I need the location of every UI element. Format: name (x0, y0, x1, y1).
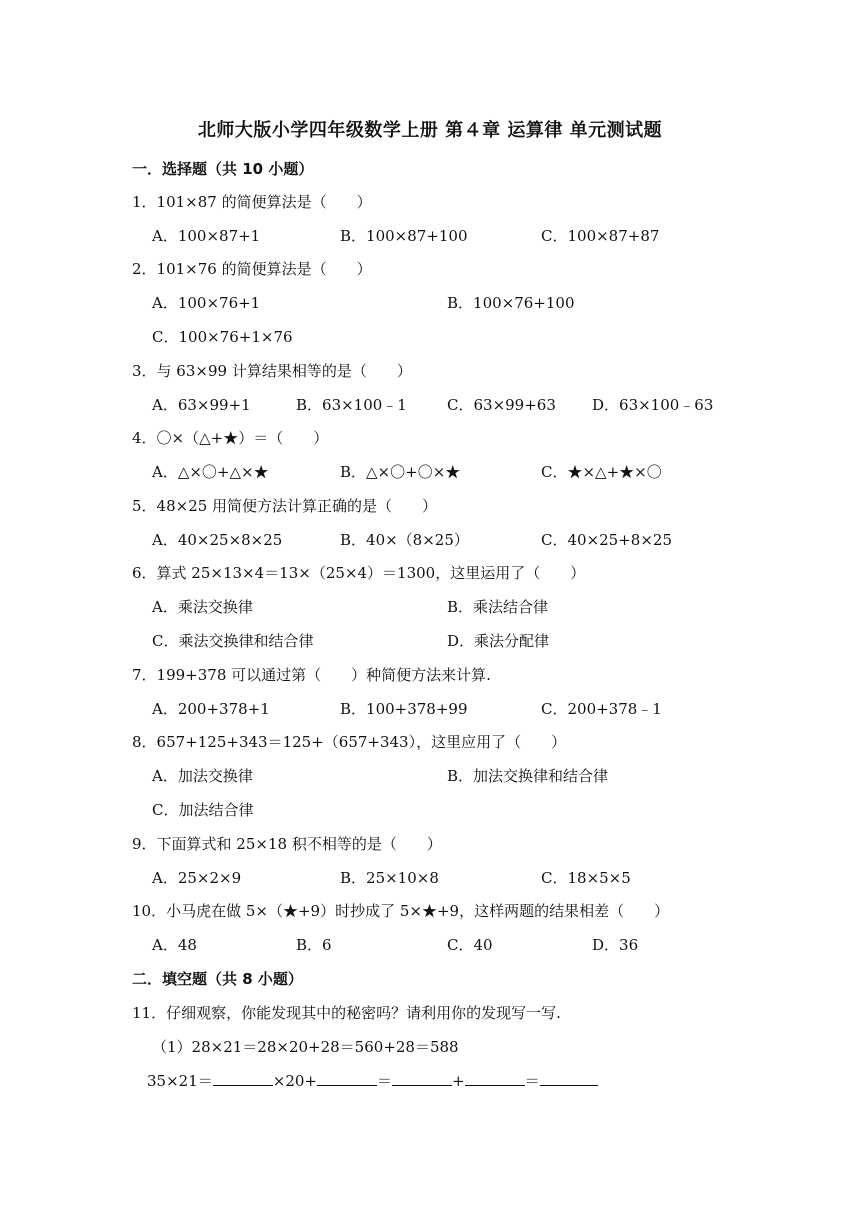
q6-option-a: A．乘法交换律 (152, 598, 253, 616)
q10-option-b: B．6 (296, 936, 332, 954)
q10-option-c: C．40 (447, 936, 493, 954)
page-title: 北师大版小学四年级数学上册 第４章 运算律 单元测试题 (197, 120, 663, 141)
q2-option-a: A．100×76+1 (152, 294, 261, 312)
question-3: 3．与 63×99 计算结果相等的是（ ） (132, 362, 412, 380)
q6-option-d: D．乘法分配律 (447, 632, 550, 650)
q9-option-b: B．25×10×8 (340, 869, 439, 887)
q5-option-a: A．40×25×8×25 (152, 531, 283, 549)
question-5: 5．48×25 用简便方法计算正确的是（ ） (132, 497, 438, 515)
question-8: 8．657+125+343＝125+（657+343），这里应用了（ ） (132, 733, 567, 751)
q3-option-c: C．63×99+63 (447, 396, 556, 414)
question-10: 10．小马虎在做 5×（★+9）时抄成了 5×★+9，这样两题的结果相差（ ） (132, 902, 670, 920)
q7-option-a: A．200+378+1 (152, 700, 270, 718)
q5-option-b: B．40×（8×25） (340, 531, 469, 549)
q8-option-b: B．加法交换律和结合律 (447, 767, 609, 785)
q11-exercise-part-5: ＝ (524, 1072, 540, 1090)
q6-option-c: C．乘法交换律和结合律 (152, 632, 314, 650)
section-heading-fill: 二．填空题（共 8 小题） (132, 970, 303, 988)
answer-blank-2[interactable] (317, 1070, 377, 1086)
q3-option-a: A．63×99+1 (152, 396, 251, 414)
q10-option-a: A．48 (152, 936, 197, 954)
question-2: 2．101×76 的简便算法是（ ） (132, 260, 372, 278)
q2-option-c: C．100×76+1×76 (152, 328, 293, 346)
q4-option-c: C．★×△+★×〇 (541, 463, 662, 481)
q2-option-b: B．100×76+100 (447, 294, 575, 312)
q4-option-b: B．△×〇+〇×★ (340, 463, 461, 481)
answer-blank-4[interactable] (465, 1070, 525, 1086)
question-4: 4．〇×（△+★）＝（ ） (132, 429, 329, 447)
question-9: 9．下面算式和 25×18 积不相等的是（ ） (132, 835, 442, 853)
q11-exercise (147, 1070, 598, 1091)
answer-blank-3[interactable] (392, 1070, 452, 1086)
q8-option-a: A．加法交换律 (152, 767, 253, 785)
q11-exercise-part-2: ×20+ (272, 1072, 317, 1090)
answer-blank-5[interactable] (540, 1070, 598, 1086)
q11-exercise-lhs: 35×21＝ (147, 1072, 213, 1090)
question-1: 1．101×87 的简便算法是（ ） (132, 193, 372, 211)
q6-option-b: B．乘法结合律 (447, 598, 549, 616)
q1-option-b: B．100×87+100 (340, 227, 468, 245)
q1-option-c: C．100×87+87 (541, 227, 660, 245)
section-heading-choice: 一．选择题（共 10 小题） (132, 160, 314, 178)
q1-option-a: A．100×87+1 (152, 227, 261, 245)
q11-exercise-part-4: + (452, 1072, 465, 1090)
q8-option-c: C．加法结合律 (152, 801, 254, 819)
q5-option-c: C．40×25+8×25 (541, 531, 672, 549)
q4-option-a: A．△×〇+△×★ (152, 463, 269, 481)
q9-option-c: C．18×5×5 (541, 869, 631, 887)
answer-blank-1[interactable] (213, 1070, 273, 1086)
q3-option-d: D．63×100﹣63 (592, 396, 714, 414)
q7-option-b: B．100+378+99 (340, 700, 468, 718)
question-6: 6．算式 25×13×4＝13×（25×4）＝1300，这里运用了（ ） (132, 564, 586, 582)
q9-option-a: A．25×2×9 (152, 869, 242, 887)
q10-option-d: D．36 (592, 936, 639, 954)
question-11: 11．仔细观察，你能发现其中的秘密吗？请利用你的发现写一写. (132, 1004, 561, 1022)
q11-example: （1）28×21＝28×20+28＝560+28＝588 (152, 1038, 459, 1056)
q7-option-c: C．200+378﹣1 (541, 700, 662, 718)
q11-exercise-part-3: ＝ (376, 1072, 392, 1090)
q3-option-b: B．63×100﹣1 (296, 396, 407, 414)
question-7: 7．199+378 可以通过第（ ）种简便方法来计算. (132, 666, 491, 684)
